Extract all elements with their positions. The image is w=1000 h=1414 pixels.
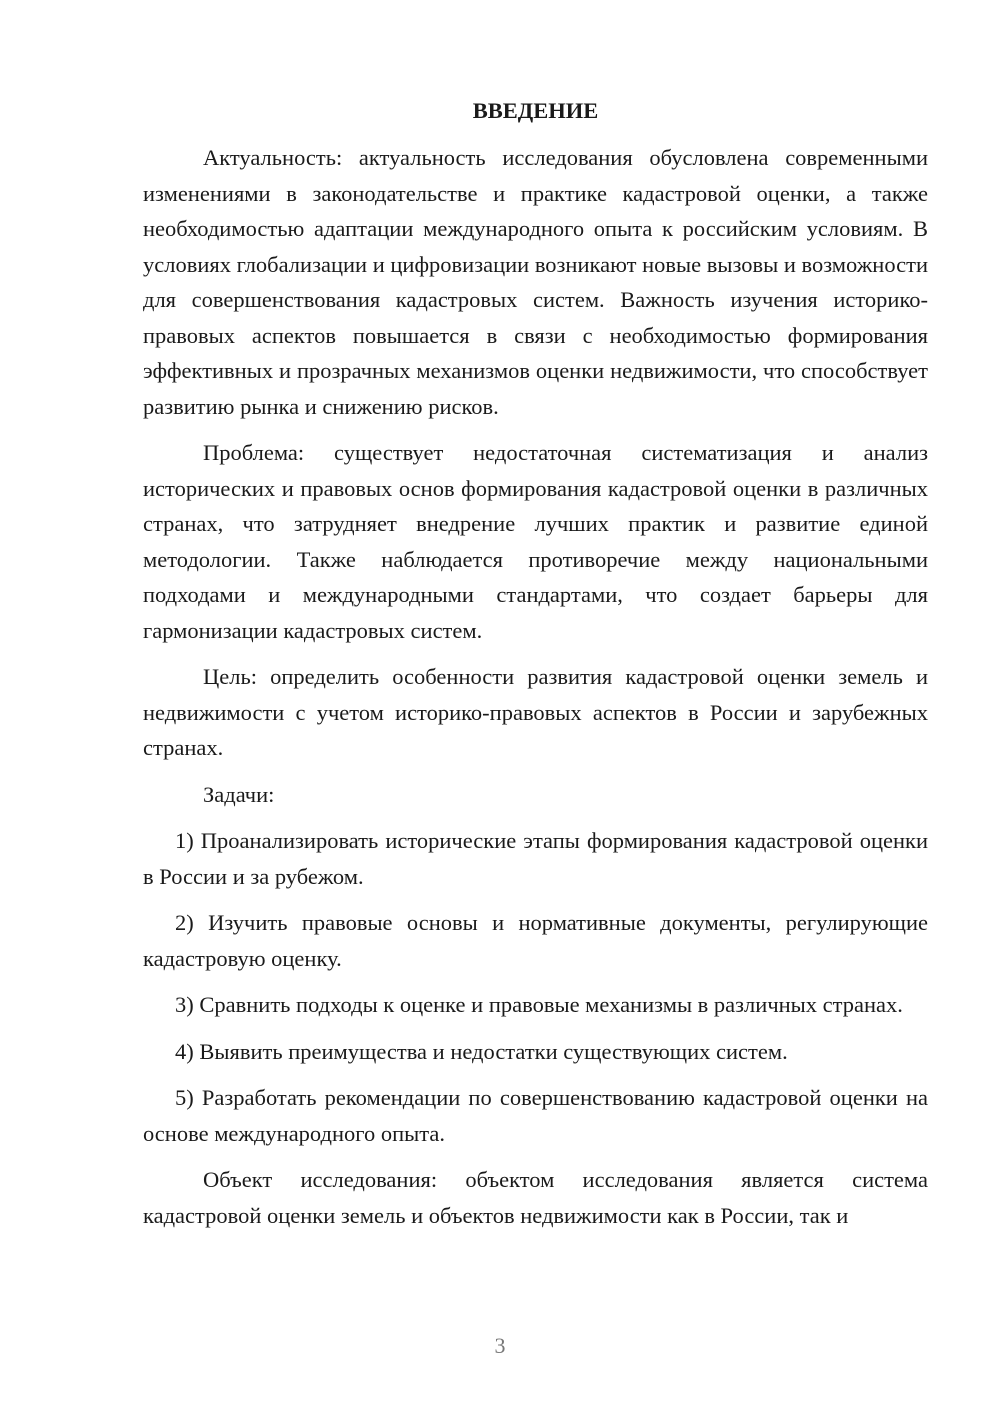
- task-item-5: 5) Разработать рекомендации по совершенствованию кадастровой оценки на основе международного опыта.: [143, 1085, 928, 1146]
- task-item-4: 4) Выявить преимущества и недостатки существующих систем.: [175, 1038, 788, 1064]
- page-number: 3: [494, 1333, 506, 1358]
- relevance-paragraph: Актуальность: актуальность исследования обусловлена современными изменениями в законодательстве и практике кадастровой оценки, а также необходимостью адаптации международного опыта к российским условиям. В условиях глобализации и цифровизации возникают новые вызовы и возможности для совершенствования кадастровых систем. Важность изучения историко-правовых аспектов повышается в связи с необходимостью формирования эффективных и прозрачных механизмов оценки недвижимости, что способствует развитию рынка и снижению рисков.: [143, 145, 928, 419]
- task-item-2: 2) Изучить правовые основы и нормативные документы, регулирующие кадастровую оценку.: [143, 910, 928, 971]
- goal-paragraph: Цель: определить особенности развития кадастровой оценки земель и недвижимости с учетом историко-правовых аспектов в России и зарубежных странах.: [143, 664, 928, 760]
- task-item-3: 3) Сравнить подходы к оценке и правовые механизмы в различных странах.: [175, 992, 903, 1017]
- tasks-heading: Задачи:: [203, 781, 275, 807]
- problem-paragraph: Проблема: существует недостаточная систематизация и анализ исторических и правовых основ формирования кадастровой оценки в различных странах, что затрудняет внедрение лучших практик и развитие единой методологии. Также наблюдается противоречие между национальными подходами и международными стандартами, что создает барьеры для гармонизации кадастровых систем.: [143, 440, 928, 643]
- object-paragraph: Объект исследования: объектом исследования является система кадастровой оценки земель и объектов недвижимости как в России, так и: [143, 1167, 928, 1228]
- document-page: [143, 94, 928, 1244]
- page-title: ВВЕДЕНИЕ: [472, 98, 599, 123]
- task-item-1: 1) Проанализировать исторические этапы формирования кадастровой оценки в России и за рубежом.: [143, 828, 928, 889]
